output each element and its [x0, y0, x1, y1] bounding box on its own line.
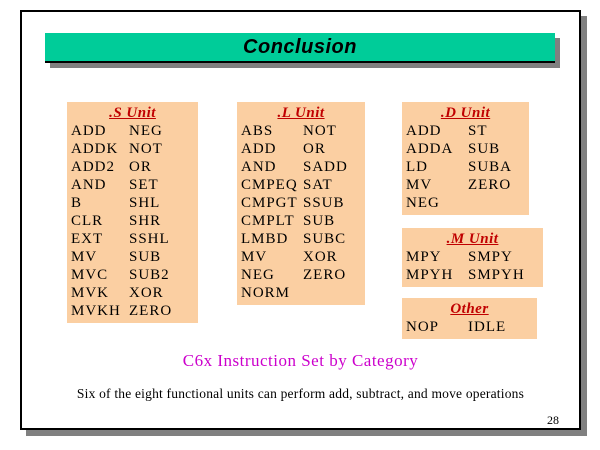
instruction-columns	[67, 122, 198, 320]
instruction: NOP	[406, 319, 440, 335]
table-s-unit	[67, 102, 198, 323]
instruction: ADD2	[71, 159, 115, 175]
instruction: NORM	[241, 285, 291, 301]
instruction-columns	[402, 122, 529, 212]
instruction-column-1	[406, 122, 468, 212]
instruction: NOT	[129, 141, 163, 157]
instruction: AND	[241, 159, 277, 175]
instruction: AND	[71, 177, 107, 193]
page-number: 28	[547, 413, 559, 427]
instruction: OR	[303, 141, 326, 157]
slide-caption: C6x Instruction Set by Category	[182, 351, 419, 370]
table-other	[402, 298, 537, 339]
instruction: SHR	[129, 213, 162, 229]
instruction: EXT	[71, 231, 104, 247]
instruction: ADDA	[406, 141, 454, 157]
instruction: MPYH	[406, 267, 454, 283]
instruction: OR	[129, 159, 152, 175]
instruction: MV	[71, 249, 98, 265]
instruction: SMPY	[468, 249, 513, 265]
instruction: CMPEQ	[241, 177, 298, 193]
instruction-columns	[402, 318, 537, 336]
table-header-l-unit: .L Unit	[277, 105, 325, 121]
instruction: SET	[129, 177, 159, 193]
table-header-s-unit: .S Unit	[109, 105, 156, 121]
instruction: NEG	[129, 123, 163, 139]
instruction: SMPYH	[468, 267, 525, 283]
instruction: CMPGT	[241, 195, 298, 211]
instruction: MVKH	[71, 303, 121, 319]
instruction: SUB	[303, 213, 336, 229]
instruction: SUBA	[468, 159, 513, 175]
instruction: CMPLT	[241, 213, 295, 229]
instruction: LD	[406, 159, 428, 175]
instruction-column-2	[468, 318, 537, 336]
instruction: MV	[406, 177, 433, 193]
instruction: ADDK	[71, 141, 119, 157]
instruction: SHL	[129, 195, 161, 211]
table-header-d-unit: .D Unit	[440, 105, 491, 121]
instruction: MV	[241, 249, 268, 265]
slide-footnote: Six of the eight functional units can perform add, subtract, and move operations	[76, 386, 525, 401]
instruction-column-2	[468, 122, 529, 212]
instruction: SUBC	[303, 231, 347, 247]
instruction: ABS	[241, 123, 274, 139]
instruction: ADD	[71, 123, 107, 139]
instruction-columns	[237, 122, 365, 302]
instruction: XOR	[129, 285, 164, 301]
instruction: SSUB	[303, 195, 345, 211]
instruction-column-1	[406, 318, 468, 336]
instruction: LMBD	[241, 231, 289, 247]
instruction-column-2	[468, 248, 543, 284]
instruction: SUB2	[129, 267, 170, 283]
instruction: SAT	[303, 177, 333, 193]
instruction-column-2	[129, 122, 198, 320]
slide-title: Conclusion	[243, 35, 357, 58]
instruction: NEG	[406, 195, 440, 211]
table-m-unit	[402, 228, 543, 287]
instruction: MVK	[71, 285, 110, 301]
instruction: SUB	[468, 141, 501, 157]
instruction: NOT	[303, 123, 337, 139]
instruction: ADD	[406, 123, 442, 139]
instruction: MPY	[406, 249, 442, 265]
instruction: B	[71, 195, 83, 211]
instruction-column-2	[303, 122, 365, 302]
instruction-column-1	[241, 122, 303, 302]
instruction: SSHL	[129, 231, 170, 247]
instruction: IDLE	[468, 319, 507, 335]
instruction: MVC	[71, 267, 109, 283]
instruction: ZERO	[468, 177, 512, 193]
instruction: ZERO	[129, 303, 173, 319]
instruction: NEG	[241, 267, 275, 283]
instruction: XOR	[303, 249, 338, 265]
instruction-column-1	[406, 248, 468, 284]
table-l-unit	[237, 102, 365, 305]
instruction: ADD	[241, 141, 277, 157]
instruction-column-1	[71, 122, 129, 320]
instruction: ZERO	[303, 267, 347, 283]
slide	[20, 10, 581, 430]
instruction-columns	[402, 248, 543, 284]
instruction: ST	[468, 123, 488, 139]
title-bar	[45, 33, 555, 63]
table-header-other: Other	[450, 301, 489, 317]
instruction: CLR	[71, 213, 104, 229]
instruction: SADD	[303, 159, 348, 175]
instruction: SUB	[129, 249, 162, 265]
table-header-m-unit: .M Unit	[446, 231, 499, 247]
table-d-unit	[402, 102, 529, 215]
